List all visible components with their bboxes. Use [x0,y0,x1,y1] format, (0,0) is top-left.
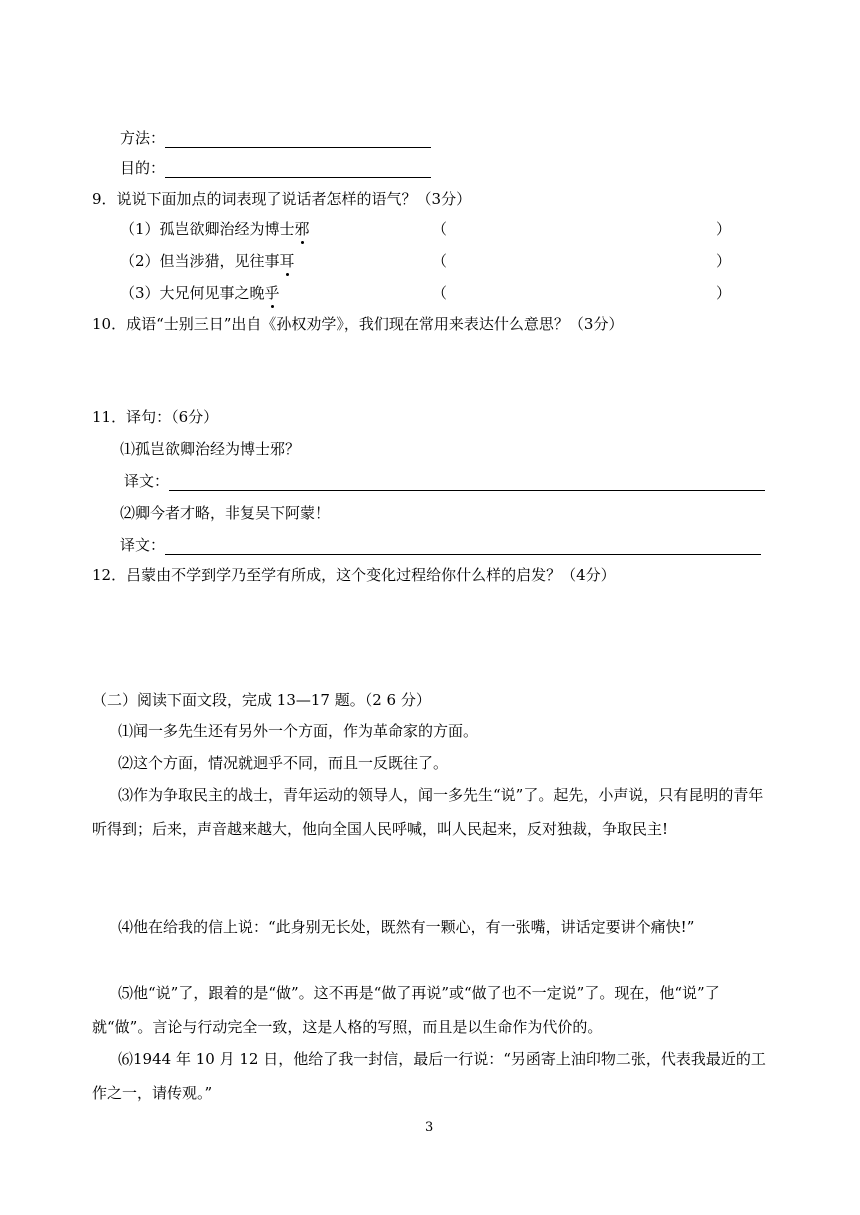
passage-para-4: ⑷他在给我的信上说：“此身别无长处，既然有一颗心，有一张嘴，讲话定要讲个痛快!” [118,918,695,936]
q9-item-3: （3）大兄何见事之晚乎 [120,284,280,302]
q9-dotted-word-1: 邪 [294,220,310,238]
method-label: 方法： [120,129,166,147]
q9-item-1: （1）孤岂欲卿治经为博士邪 [120,220,310,238]
translation-label: 译文： [124,472,170,490]
purpose-label: 目的： [120,159,166,177]
q11-stem: 11．译句：（6分） [92,408,219,426]
q11-translation-line-2 [120,535,761,555]
passage-para-1: ⑴闻一多先生还有另外一个方面，作为革命家的方面。 [118,722,479,740]
q9-paren-open-3: （ [432,284,448,302]
method-blank[interactable] [165,133,431,148]
translation-blank-2[interactable] [165,540,761,555]
q9-paren-close-2: ） [716,252,732,270]
q10-stem: 10．成语“士别三日”出自《孙权劝学》，我们现在常用来表达什么意思？（3分） [92,315,624,333]
q9-paren-close-1: ） [716,220,732,238]
purpose-blank[interactable] [165,163,431,178]
passage-para-5: ⑸他“说”了，跟着的是“做”。这不再是“做了再说”或“做了也不一定说”了。现在，他“说”了就“做”。言论与行动完全一致，这是人格的写照，而且是以生命作为代价的。 [92,984,720,1036]
q9-paren-open-2: （ [432,252,448,270]
translation-blank-1[interactable] [169,476,765,491]
passage-para-6: ⑹1944 年 10 月 12 日，他给了我一封信，最后一行说：“另函寄上油印物二张，代表我最近的工作之一，请传观。” [92,1050,766,1102]
purpose-line [120,158,431,178]
method-line [120,128,431,148]
q9-paren-close-3: ） [716,284,732,302]
q11-sentence-2: ⑵卿今者才略，非复吴下阿蒙！ [120,504,331,522]
q9-stem: 9．说说下面加点的词表现了说话者怎样的语气？（3分） [92,190,472,208]
q11-sentence-1: ⑴孤岂欲卿治经为博士邪？ [120,440,301,458]
passage-para-3: ⑶作为争取民主的战士，青年运动的领导人，闻一多先生“说”了。起先，小声说，只有昆明的青年听得到；后来，声音越来越大，他向全国人民呼喊，叫人民起来，反对独裁，争取民主! [92,786,764,838]
q9-item-2: （2）但当涉猎，见往事耳 [120,252,295,270]
q9-dotted-word-3: 乎 [264,284,280,302]
q12-stem: 12．吕蒙由不学到学乃至学有所成，这个变化过程给你什么样的启发？（4分） [92,566,616,584]
q9-paren-open-1: （ [432,220,448,238]
passage-para-2: ⑵这个方面，情况就迥乎不同，而且一反既往了。 [118,754,449,772]
translation-label: 译文： [120,536,166,554]
section2-heading: （二）阅读下面文段，完成 13—17 题。（2 6 分） [92,691,431,709]
page-number: 3 [425,1120,434,1135]
q11-translation-line-1 [124,471,765,491]
q9-dotted-word-2: 耳 [279,252,295,270]
